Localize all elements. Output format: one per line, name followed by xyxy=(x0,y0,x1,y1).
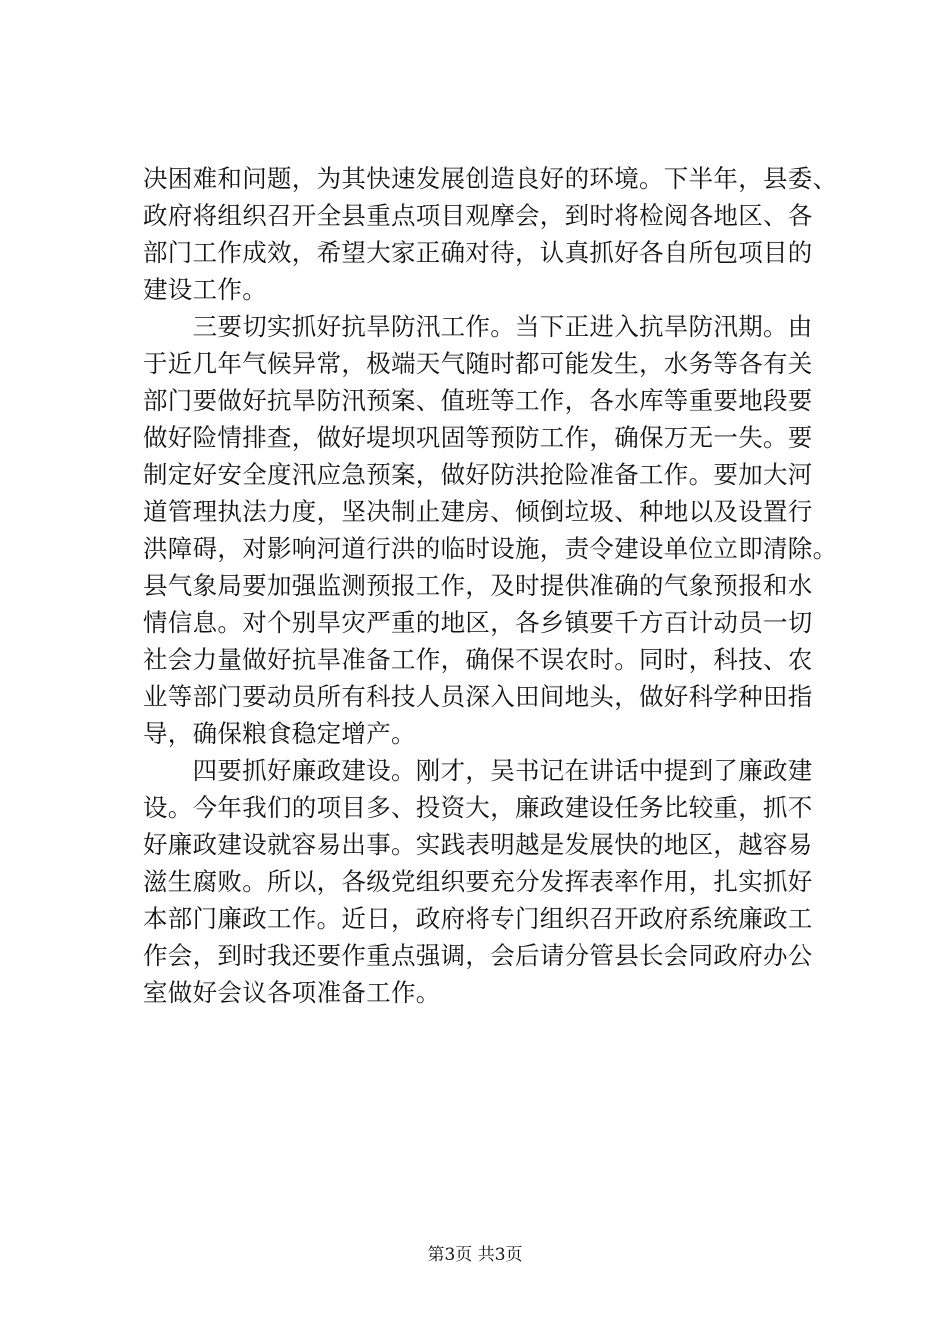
page-number-label: 第3页 共3页 xyxy=(427,1245,523,1265)
text-line: 三要切实抓好抗旱防汛工作。当下正进入抗旱防汛期。由 xyxy=(143,312,813,341)
text-line: 社会力量做好抗旱准备工作，确保不误农时。同时，科技、农 xyxy=(143,645,813,674)
text-line: 业等部门要动员所有科技人员深入田间地头，做好科学种田指 xyxy=(143,682,813,711)
text-line: 本部门廉政工作。近日，政府将专门组织召开政府系统廉政工 xyxy=(143,904,813,933)
text-line: 决困难和问题，为其快速发展创造良好的环境。下半年，县委、 xyxy=(143,164,838,193)
text-line: 做好险情排查，做好堤坝巩固等预防工作，确保万无一失。要 xyxy=(143,423,813,452)
text-line: 作会，到时我还要作重点强调，会后请分管县长会同政府办公 xyxy=(143,941,813,970)
text-line: 制定好安全度汛应急预案，做好防洪抢险准备工作。要加大河 xyxy=(143,460,813,489)
text-line: 建设工作。 xyxy=(143,275,267,304)
text-line: 政府将组织召开全县重点项目观摩会，到时将检阅各地区、各 xyxy=(143,201,813,230)
text-line: 导，确保粮食稳定增产。 xyxy=(143,719,416,748)
text-line: 好廉政建设就容易出事。实践表明越是发展快的地区，越容易 xyxy=(143,830,813,859)
text-line: 情信息。对个别旱灾严重的地区，各乡镇要千方百计动员一切 xyxy=(143,608,813,637)
text-line: 于近几年气候异常，极端天气随时都可能发生，水务等各有关 xyxy=(143,349,813,378)
text-line: 四要抓好廉政建设。刚才，吴书记在讲话中提到了廉政建 xyxy=(143,756,813,785)
page-footer xyxy=(0,1243,950,1267)
text-line: 室做好会议各项准备工作。 xyxy=(143,978,441,1007)
text-line: 部门工作成效，希望大家正确对待，认真抓好各自所包项目的 xyxy=(143,238,813,267)
text-line: 滋生腐败。所以，各级党组织要充分发挥表率作用，扎实抓好 xyxy=(143,867,813,896)
text-line: 道管理执法力度，坚决制止建房、倾倒垃圾、种地以及设置行 xyxy=(143,497,813,526)
text-line: 部门要做好抗旱防汛预案、值班等工作，各水库等重要地段要 xyxy=(143,386,813,415)
body-text xyxy=(143,160,843,1011)
text-line: 设。今年我们的项目多、投资大，廉政建设任务比较重，抓不 xyxy=(143,793,813,822)
text-line: 县气象局要加强监测预报工作，及时提供准确的气象预报和水 xyxy=(143,571,813,600)
text-line: 洪障碍，对影响河道行洪的临时设施，责令建设单位立即清除。 xyxy=(143,534,838,563)
